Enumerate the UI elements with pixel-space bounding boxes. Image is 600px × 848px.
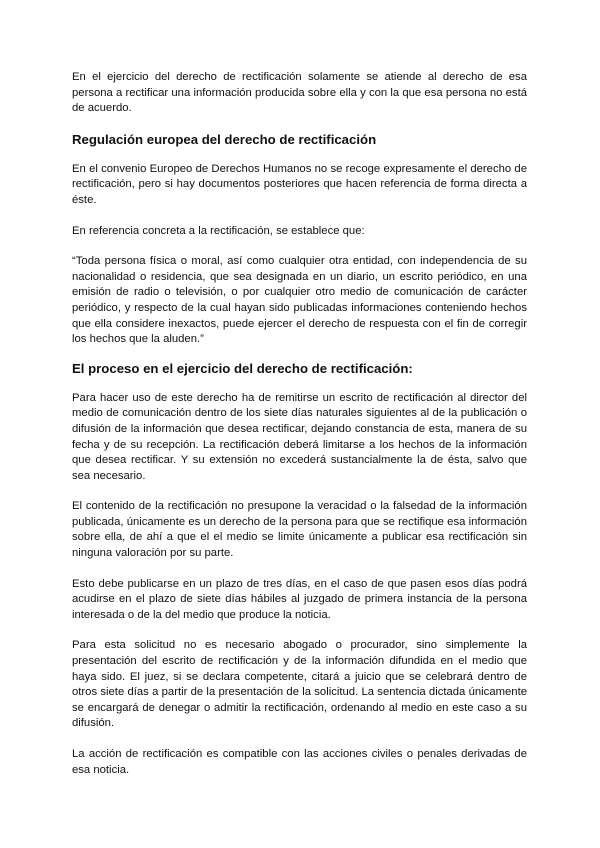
document-page: [72, 70, 527, 793]
paragraph-referencia: En referencia concreta a la rectificación, se establece que:: [72, 224, 365, 237]
quote-paragraph: “Toda persona física o moral, así como cualquier otra entidad, con independencia de su nacionalidad o residencia, que sea designada en un diario, un escrito periódico, en una emisión de radio o televisión, o por cualquier otro medio de comunicación de carácter periódico, y respecto de la cual hayan sido publicadas informaciones conteniendo hechos que ella considere inexactos, puede ejercer el derecho de respuesta con el fin de corregir los hechos que la aluden.”: [72, 255, 527, 346]
paragraph-contenido: El contenido de la rectificación no presupone la veracidad o la falsedad de la información publicada, únicamente es un derecho de la persona para que se rectifique esa información sobre ella, de ahí a que el el medio se limite únicamente a publicar esa rectificación sin ninguna valoración por su parte.: [72, 500, 527, 560]
paragraph-plazo: Esto debe publicarse en un plazo de tres días, en el caso de que pasen esos días podrá acudirse en el plazo de siete días hábiles al juzgado de primera instancia de la persona interesada o de la del medio que produce la noticia.: [72, 577, 527, 621]
section-heading-european-regulation: Regulación europea del derecho de rectificación: [72, 131, 377, 147]
section-heading-process: El proceso en el ejercicio del derecho de rectificación:: [72, 360, 413, 376]
paragraph-uso-derecho: Para hacer uso de este derecho ha de remitirse un escrito de rectificación al director del medio de comunicación dentro de los siete días naturales siguientes al de la publicación o difusión de la información que desea rectificar, dejando constancia de esta, manera de su fecha y de su recepción. La rectificación deberá limitarse a los hechos de la información que desea rectificar. Y su extensión no excederá sustancialmente la de ésta, salvo que sea necesario.: [72, 391, 527, 482]
paragraph-convenio: En el convenio Europeo de Derechos Humanos no se recoge expresamente el derecho de rectificación, pero si hay documentos posteriores que hacen referencia de forma directa a éste.: [72, 162, 527, 206]
paragraph-accion: La acción de rectificación es compatible con las acciones civiles o penales derivadas de esa noticia.: [72, 748, 527, 776]
paragraph-solicitud: Para esta solicitud no es necesario abogado o procurador, sino simplemente la presentación del escrito de rectificación y de la información difundida en el medio que haya sido. El juez, si se declara competente, citará a juicio que se celebrará dentro de otros siete días a partir de la presentación de la solicitud. La sentencia dictada únicamente se encargará de denegar o admitir la rectificación, ordenando al medio en este caso a su difusión.: [72, 639, 527, 730]
intro-paragraph: En el ejercicio del derecho de rectificación solamente se atiende al derecho de esa persona a rectificar una información producida sobre ella y con la que esa persona no está de acuerdo.: [72, 71, 527, 115]
